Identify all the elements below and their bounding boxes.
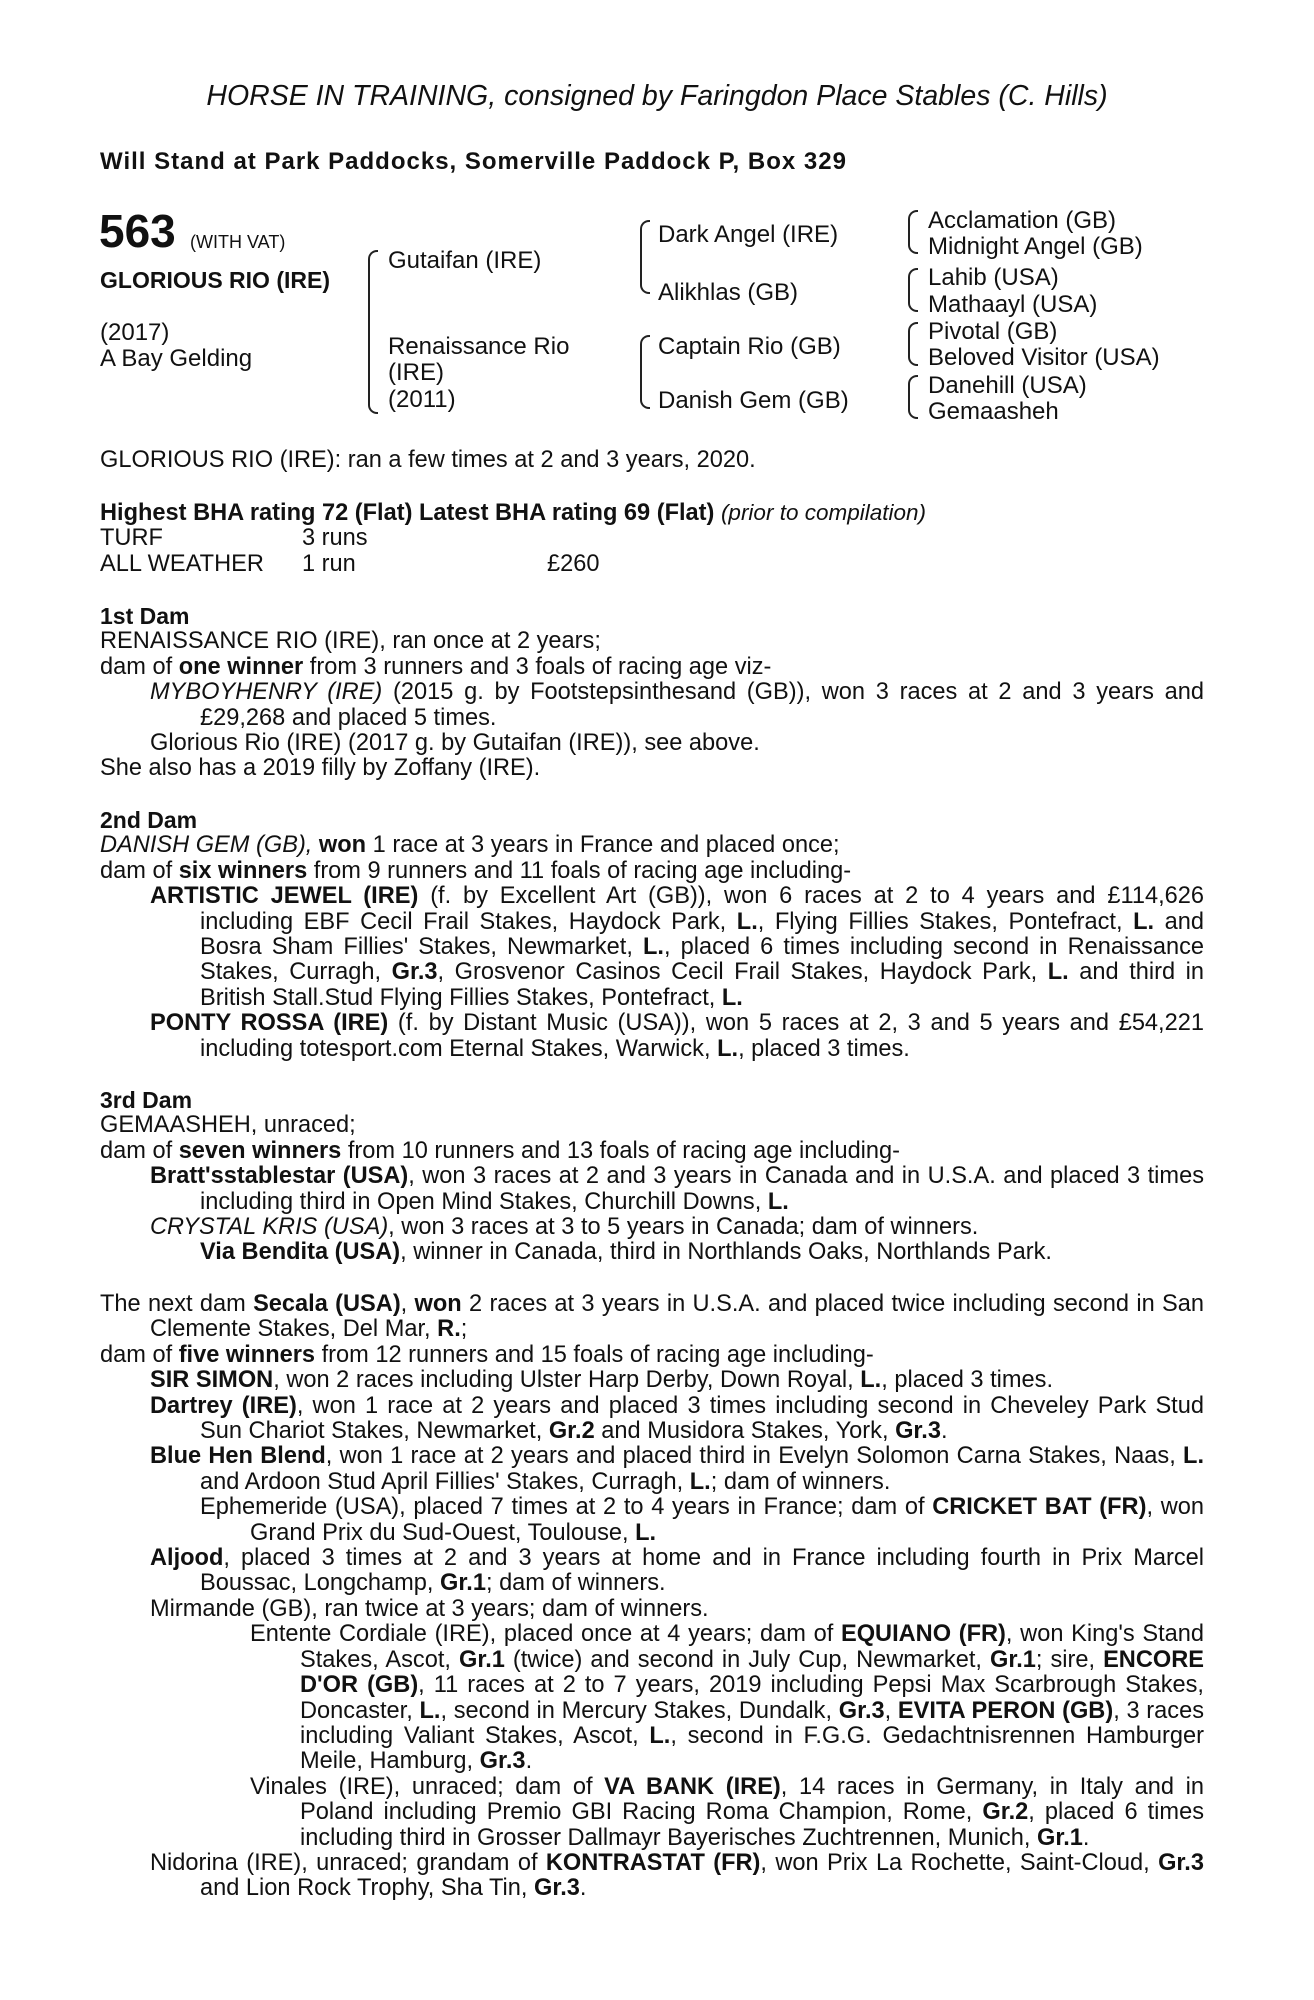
produce-entry xyxy=(100,1546,1204,1597)
bold-text: Gr.3 xyxy=(895,1418,941,1445)
bold-text: L. xyxy=(689,1468,711,1495)
text: ; dam of winners. xyxy=(710,1468,891,1495)
bold-text: CRICKET BAT (FR) xyxy=(932,1494,1147,1521)
lot-number: 563 xyxy=(99,205,176,257)
stand-location: Will Stand at Park Paddocks, Somerville Paddock P, Box 329 xyxy=(100,148,847,175)
bold-text: KONTRASTAT (FR) xyxy=(545,1849,761,1876)
brace-1 xyxy=(908,210,918,254)
text: , 14 races in Germany, in Italy and in Poland including Premio GBI Racing Roma Champion, Rome, xyxy=(300,1773,1204,1826)
bold-text: Gr.1 xyxy=(458,1646,505,1673)
text: , placed 6 times including third in Grosser Dallmayr Bayerisches Zuchtrennen, Munich, xyxy=(300,1799,1204,1851)
text: , won 3 races at 3 to 5 years in Canada; dam of winners. xyxy=(388,1214,979,1241)
bha-ratings: Highest BHA rating 72 (Flat) Latest BHA rating 69 (Flat) xyxy=(100,500,715,526)
text: , placed 3 times. xyxy=(881,1367,1054,1394)
pedigree-dds: Danehill (USA) xyxy=(928,372,1087,399)
vat-note: (WITH VAT) xyxy=(190,232,286,252)
text: , won 3 races at 2 and 3 years in Canada and in U.S.A. and placed 3 times including third in Open Mind Stakes, Churchill Downs, xyxy=(200,1163,1204,1215)
bold-text: Gr.2 xyxy=(548,1418,595,1445)
produce-entry: Mirmande (GB), ran twice at 3 years; dam of winners. xyxy=(150,1595,709,1622)
pedigree-dam-suffix: (IRE) xyxy=(388,359,444,386)
text: Nidorina (IRE), unraced; grandam of xyxy=(150,1849,546,1876)
produce-entry xyxy=(100,1622,1204,1774)
text: . xyxy=(525,1748,533,1775)
bold-text: SIR SIMON xyxy=(150,1367,274,1394)
pedigree-sire: Gutaifan (IRE) xyxy=(388,247,542,274)
text: 2 races at 3 years in U.S.A. and placed twice including second in San Clemente Stakes, Del Mar, xyxy=(150,1291,1204,1343)
first-dam-heading: 1st Dam xyxy=(100,603,190,629)
ratings-block xyxy=(100,500,1204,577)
produce-entry xyxy=(100,1164,1204,1215)
text: , won 2 races including Ulster Harp Derby, Down Royal, xyxy=(273,1367,861,1394)
horse-name: GLORIOUS RIO (IRE) xyxy=(100,267,330,293)
bold-text: ARTISTIC JEWEL (IRE) xyxy=(150,883,419,910)
brace-3 xyxy=(908,322,918,366)
pedigree-ddd: Gemaasheh xyxy=(928,398,1059,425)
text: 1 race at 3 years in France and placed once; xyxy=(366,832,840,859)
pedigree-sire-sire: Dark Angel (IRE) xyxy=(658,221,839,248)
text: (twice) and second in July Cup, Newmarket, xyxy=(504,1646,990,1673)
text: , second in F.G.G. Gedachtnisrennen Hamburger Meile, Hamburg, xyxy=(300,1722,1204,1775)
dam-name: DANISH GEM (GB), xyxy=(100,832,319,859)
text: , Flying Fillies Stakes, Pontefract, xyxy=(757,908,1134,935)
text: . xyxy=(579,1875,587,1902)
ratings-note: (prior to compilation) xyxy=(720,500,927,525)
text: (f. by Excellent Art (GB)), won 6 races at 2 to 4 years and £114,626 including EBF Cecil Frail Stakes, Haydock Park, xyxy=(200,883,1204,935)
horse-description: A Bay Gelding xyxy=(100,345,253,372)
text: The next dam xyxy=(100,1291,254,1317)
text: and Lion Rock Trophy, Sha Tin, xyxy=(200,1875,534,1902)
bold-text: Gr.1 xyxy=(989,1646,1036,1673)
bold-text: Gr.3 xyxy=(391,959,438,986)
bold-text: L. xyxy=(721,984,743,1011)
produce-entry xyxy=(100,1775,1204,1851)
text: , xyxy=(884,1697,898,1724)
text: , won Grand Prix du Sud-Ouest, Toulouse, xyxy=(250,1494,1204,1546)
text: . xyxy=(1082,1824,1090,1851)
won-label: won xyxy=(318,832,367,859)
third-dam-heading: 3rd Dam xyxy=(100,1087,193,1113)
text: (2015 g. by Footstepsinthesand (GB)), won 3 races at 2 and 3 years and £29,268 and placed 5 times. xyxy=(200,679,1204,731)
text: from 12 runners and 15 foals of racing age including- xyxy=(315,1341,874,1368)
text: , placed 6 times including second in Renaissance Stakes, Curragh, xyxy=(200,934,1205,986)
sire-dam-brace xyxy=(368,250,378,414)
bold-text: PONTY ROSSA (IRE) xyxy=(150,1010,389,1037)
turf-label: TURF xyxy=(100,525,163,552)
pedigree-ssd: Midnight Angel (GB) xyxy=(928,233,1143,260)
text: Vinales (IRE), unraced; dam of xyxy=(250,1773,605,1800)
race-summary: GLORIOUS RIO (IRE): ran a few times at 2 and 3 years, 2020. xyxy=(100,447,756,473)
text: Ephemeride (USA), placed 7 times at 2 to 4 years in France; dam of xyxy=(200,1494,933,1521)
bold-text: Via Bendita (USA) xyxy=(200,1239,401,1266)
text: , Grosvenor Casinos Cecil Frail Stakes, Haydock Park, xyxy=(437,959,1048,986)
bold-text: Gr.2 xyxy=(982,1799,1029,1826)
text: , placed 3 times at 2 and 3 years at home and in France including fourth in Prix Marcel Boussac, Longchamp, xyxy=(200,1545,1204,1597)
text: dam of xyxy=(100,857,179,884)
bold-text: Gr.1 xyxy=(440,1570,486,1597)
text: , won Prix La Rochette, Saint-Cloud, xyxy=(760,1849,1159,1876)
winner-count: seven winners xyxy=(178,1137,342,1164)
text: , second in Mercury Stakes, Dundalk, xyxy=(440,1697,839,1724)
text: . xyxy=(941,1418,948,1445)
winner-count: six winners xyxy=(178,857,308,884)
pedigree-sds: Lahib (USA) xyxy=(928,264,1059,291)
bold-text: L. xyxy=(860,1367,882,1394)
produce-entry xyxy=(100,1394,1204,1445)
aw-runs: 1 run xyxy=(302,550,356,577)
text: , won 1 race at 2 years and placed 3 times including second in Cheveley Park Stud Sun Chariot Stakes, Newmarket, xyxy=(200,1392,1204,1445)
produce-entry xyxy=(100,1011,1204,1062)
horse-name: MYBOYHENRY (IRE) xyxy=(150,679,383,706)
turf-runs: 3 runs xyxy=(302,525,368,552)
bold-text: Blue Hen Blend xyxy=(150,1443,326,1470)
produce-entry xyxy=(100,1368,1204,1393)
text: and Bosra Sham Fillies' Stakes, Newmarket, xyxy=(200,908,1204,961)
bold-text: Gr.3 xyxy=(534,1875,580,1902)
text: ; xyxy=(460,1316,468,1343)
bold-text: Gr.3 xyxy=(1158,1849,1204,1876)
first-dam-section xyxy=(100,604,1204,782)
text: , won 1 race at 2 years and placed third in Evelyn Solomon Carna Stakes, Naas, xyxy=(325,1443,1184,1470)
pedigree-dam-year: (2011) xyxy=(388,386,456,413)
bold-text: L. xyxy=(736,908,758,935)
pedigree-dam-sire: Captain Rio (GB) xyxy=(658,333,841,360)
brace-4 xyxy=(908,375,918,419)
winner-count: five winners xyxy=(178,1341,316,1368)
text: and third in British Stall.Stud Flying Fillies Stakes, Pontefract, xyxy=(200,959,1205,1011)
produce-entry xyxy=(100,1215,1204,1240)
produce-entry: Glorious Rio (IRE) (2017 g. by Gutaifan (IRE)), see above. xyxy=(150,730,760,757)
bold-text: L. xyxy=(1133,908,1155,935)
bold-text: Gr.1 xyxy=(1036,1824,1083,1851)
bold-text: L. xyxy=(1183,1443,1204,1470)
consignment-header: HORSE IN TRAINING, consigned by Faringdon Place Stables (C. Hills) xyxy=(206,80,1108,112)
bold-text: VA BANK (IRE) xyxy=(604,1773,781,1800)
bold-text: L. xyxy=(1047,959,1069,986)
horse-year: (2017) xyxy=(100,319,170,346)
sire-line-brace xyxy=(640,220,650,294)
bold-text: L. xyxy=(419,1697,441,1724)
text: dam of xyxy=(100,1137,179,1164)
pedigree-dss: Pivotal (GB) xyxy=(928,318,1058,345)
bold-text: L. xyxy=(635,1519,657,1546)
bold-text: EVITA PERON (GB) xyxy=(897,1697,1114,1724)
bold-text: L. xyxy=(717,1035,739,1062)
text: from 10 runners and 13 foals of racing age including- xyxy=(341,1137,901,1164)
bold-text: Gr.3 xyxy=(838,1697,885,1724)
bold-text: won xyxy=(414,1291,462,1317)
aw-label: ALL WEATHER xyxy=(100,550,264,577)
bold-text: Dartrey (IRE) xyxy=(150,1392,297,1419)
bold-text: L. xyxy=(642,934,664,961)
pedigree-dam-dam: Danish Gem (GB) xyxy=(658,387,849,414)
text: dam of xyxy=(100,653,179,680)
bold-text: R. xyxy=(437,1316,461,1343)
text: , placed 3 times. xyxy=(738,1035,910,1062)
aw-prize: £260 xyxy=(547,550,600,577)
text: from 9 runners and 11 foals of racing age including- xyxy=(307,857,852,884)
produce-entry xyxy=(100,1851,1204,1902)
first-dam-line: RENAISSANCE RIO (IRE), ran once at 2 years; xyxy=(100,628,601,655)
bold-text: Secala (USA) xyxy=(253,1291,401,1317)
text: ; dam of winners. xyxy=(485,1570,666,1597)
text: dam of xyxy=(100,1341,179,1368)
bold-text: EQUIANO (FR) xyxy=(840,1621,1006,1648)
text: ; sire, xyxy=(1035,1646,1104,1673)
produce-entry xyxy=(100,680,1204,731)
bold-text: L. xyxy=(767,1188,789,1215)
next-dam-section xyxy=(100,1292,1204,1902)
bold-text: ENCORE D'OR (GB) xyxy=(300,1646,1205,1699)
text: , winner in Canada, third in Northlands Oaks, Northlands Park. xyxy=(400,1239,1052,1266)
third-dam-section xyxy=(100,1088,1204,1266)
text: (f. by Distant Music (USA)), won 5 races at 2, 3 and 5 years and £54,221 including totesport.com Eternal Stakes, Warwick, xyxy=(200,1010,1204,1062)
text: , won King's Stand Stakes, Ascot, xyxy=(300,1621,1204,1673)
text: from 3 runners and 3 foals of racing age viz- xyxy=(303,653,772,680)
text: , 3 races including Valiant Stakes, Ascot, xyxy=(300,1697,1204,1749)
produce-entry xyxy=(100,1495,1204,1546)
bold-text: Gr.3 xyxy=(479,1748,526,1775)
text: , xyxy=(400,1291,415,1317)
second-dam-section xyxy=(100,808,1204,1062)
pedigree-dam: Renaissance Rio xyxy=(388,333,570,360)
horse-name: CRYSTAL KRIS (USA) xyxy=(150,1214,389,1241)
produce-note: She also has a 2019 filly by Zoffany (IRE). xyxy=(100,755,541,782)
third-dam-line: GEMAASHEH, unraced; xyxy=(100,1112,356,1139)
pedigree-sire-dam: Alikhlas (GB) xyxy=(658,279,799,306)
produce-entry xyxy=(100,1444,1204,1495)
bold-text: Bratt'sstablestar (USA) xyxy=(150,1163,409,1190)
brace-2 xyxy=(908,268,918,312)
bold-text: Aljood xyxy=(150,1545,224,1572)
winner-count: one winner xyxy=(178,653,304,680)
pedigree-sdd: Mathaayl (USA) xyxy=(928,291,1098,318)
text: and Musidora Stakes, York, xyxy=(594,1418,896,1445)
next-dam-intro xyxy=(100,1292,1204,1343)
produce-entry xyxy=(100,1240,1204,1265)
text: , 11 races at 2 to 7 years, 2019 including Pepsi Max Scarbrough Stakes, Doncaster, xyxy=(300,1672,1204,1724)
dam-line-brace xyxy=(640,335,650,409)
pedigree-dsd: Beloved Visitor (USA) xyxy=(928,344,1160,371)
second-dam-heading: 2nd Dam xyxy=(100,807,198,833)
text: Entente Cordiale (IRE), placed once at 4 years; dam of xyxy=(250,1621,841,1648)
pedigree-sss: Acclamation (GB) xyxy=(928,207,1117,234)
text: and Ardoon Stud April Fillies' Stakes, Curragh, xyxy=(200,1468,690,1495)
bold-text: L. xyxy=(649,1722,671,1749)
produce-entry xyxy=(100,884,1204,1011)
